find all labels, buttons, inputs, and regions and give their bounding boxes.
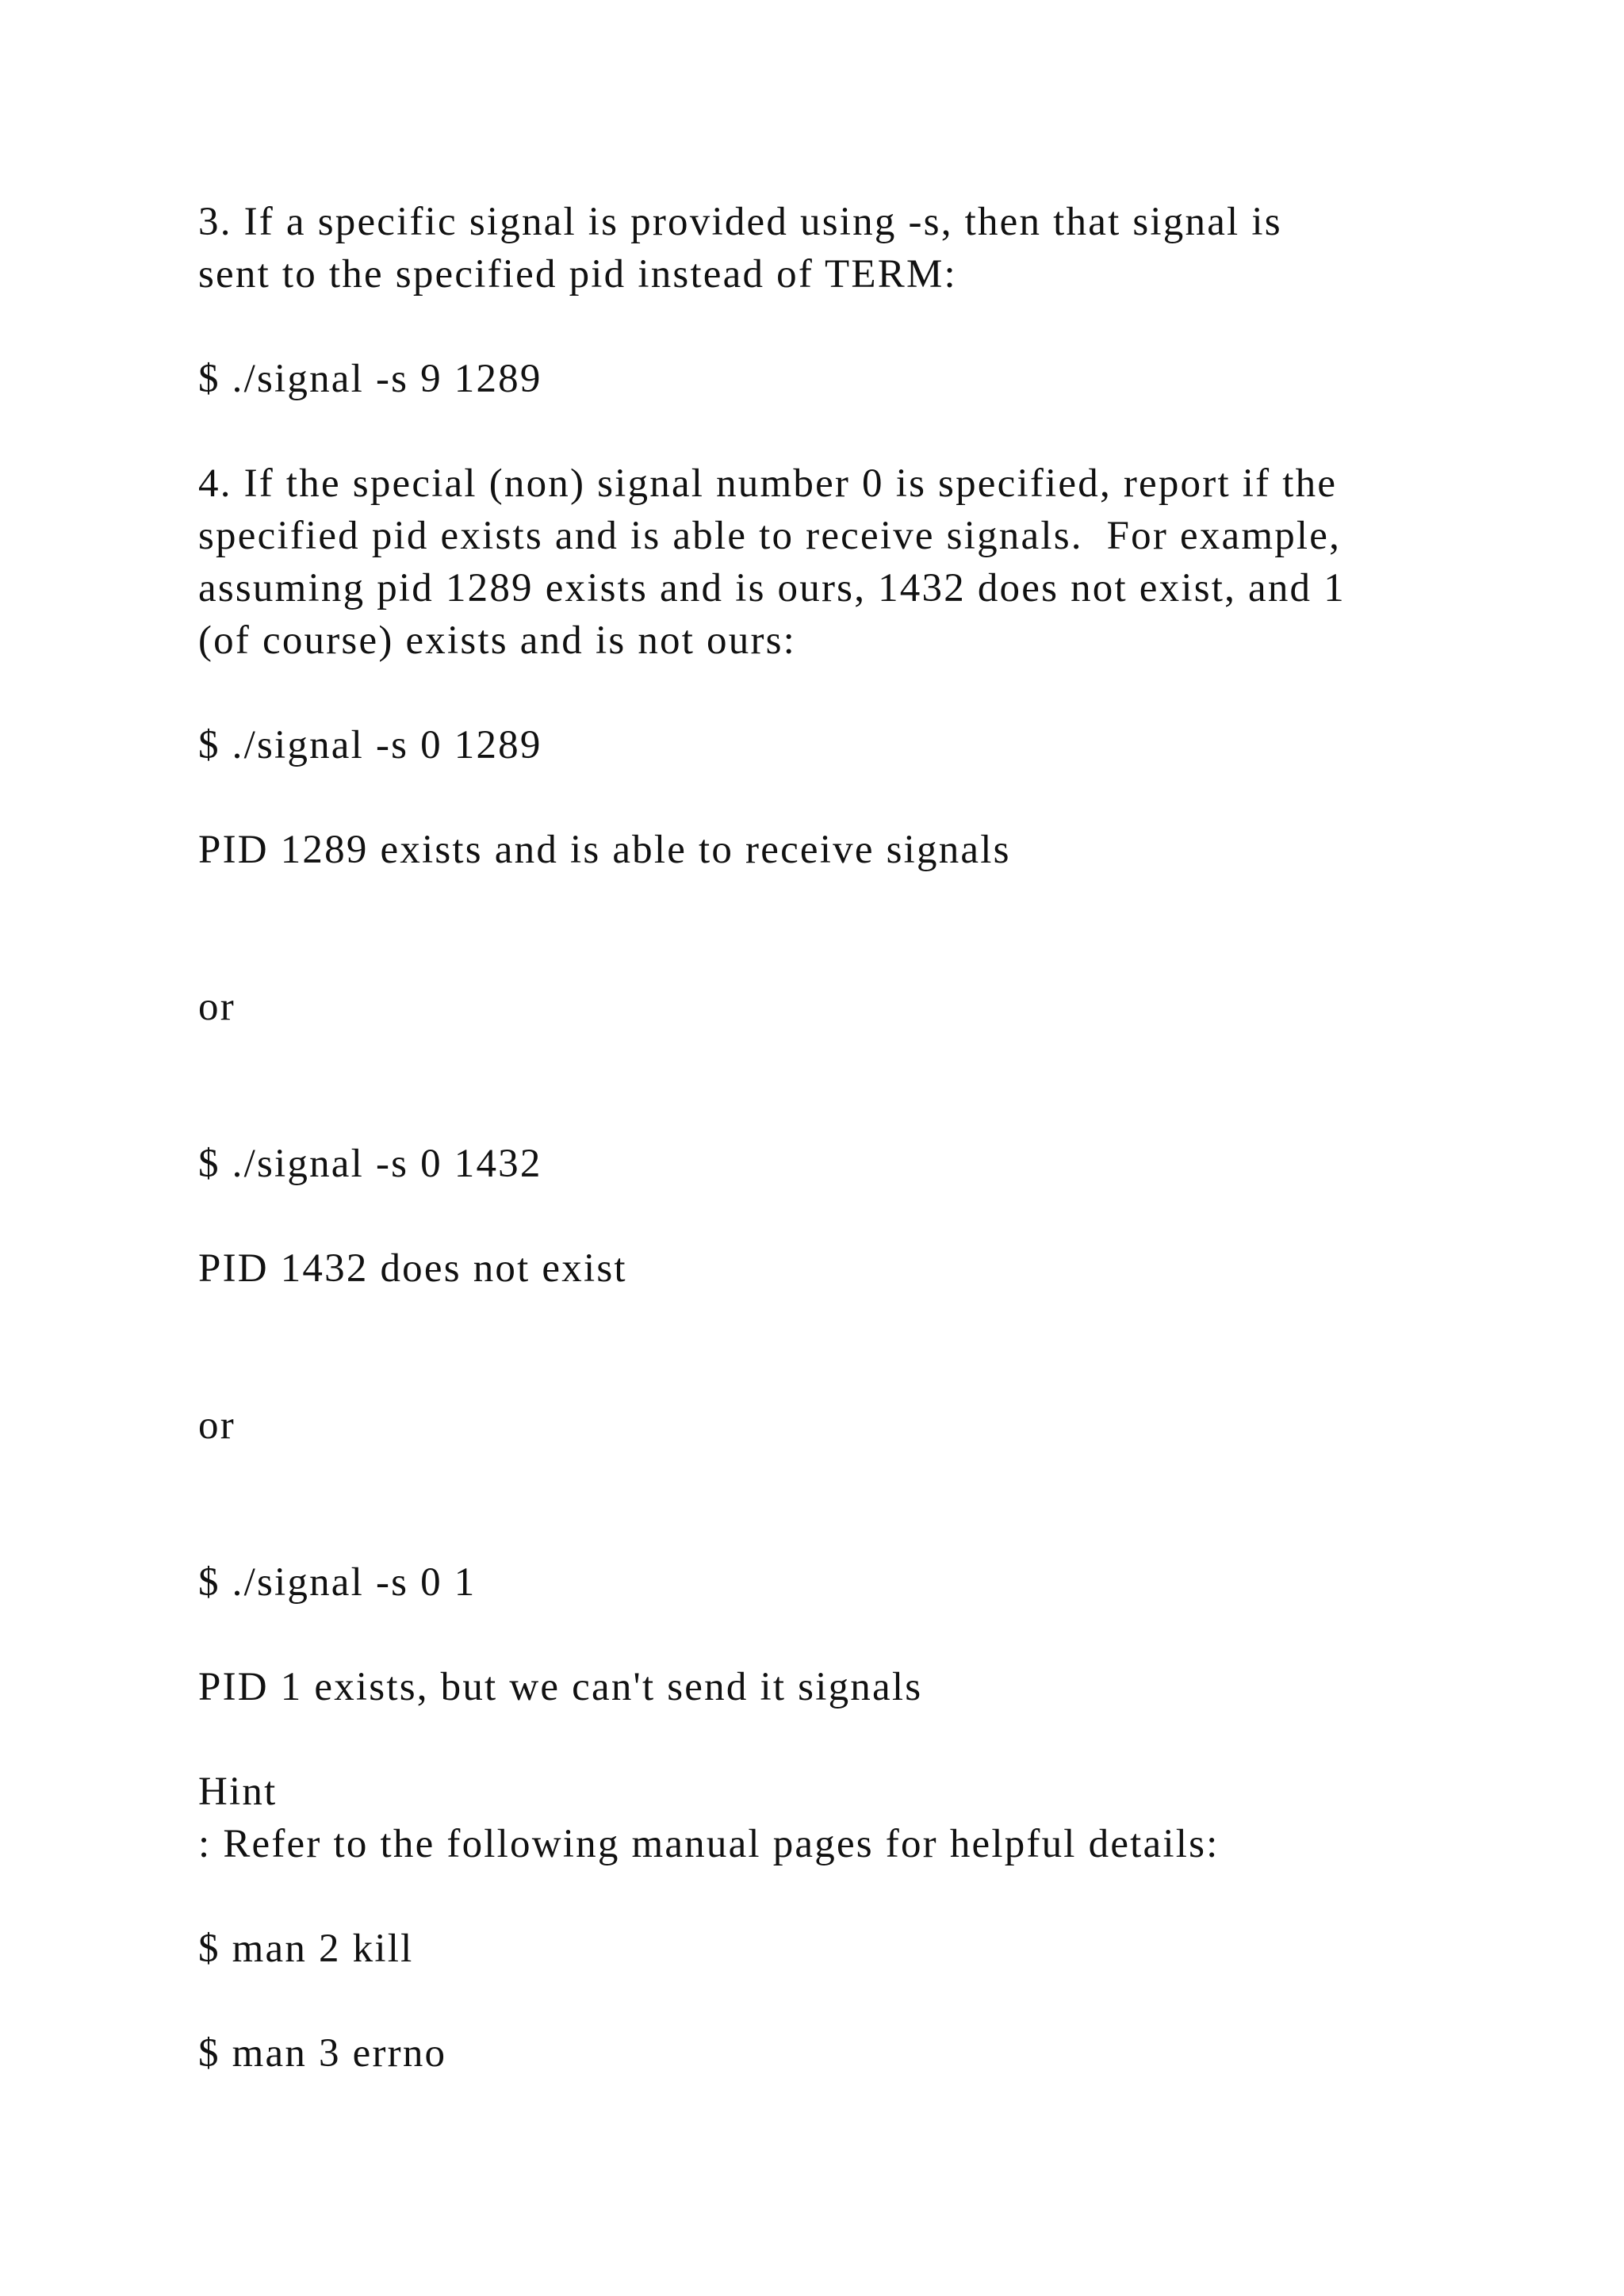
hint-label: Hint — [198, 1770, 278, 1814]
command-man-errno: $ man 3 errno — [198, 2031, 447, 2076]
item-4-line-1: 4. If the special (non) signal number 0 is specified, report if the — [198, 461, 1338, 506]
command-signal-9: $ ./signal -s 9 1289 — [198, 357, 542, 401]
output-pid-1289: PID 1289 exists and is able to receive signals — [198, 828, 1011, 872]
output-pid-1: PID 1 exists, but we can't send it signals — [198, 1665, 923, 1709]
item-4-line-4: (of course) exists and is not ours: — [198, 618, 797, 663]
item-4-line-2: specified pid exists and is able to receive signals. For example, — [198, 514, 1342, 558]
separator-or-2: or — [198, 1403, 236, 1448]
command-man-kill: $ man 2 kill — [198, 1927, 414, 1971]
item-3-line-2: sent to the specified pid instead of TERM: — [198, 252, 957, 297]
command-pid-1432: $ ./signal -s 0 1432 — [198, 1142, 542, 1186]
command-pid-1: $ ./signal -s 0 1 — [198, 1560, 477, 1605]
separator-or-1: or — [198, 985, 236, 1029]
item-4-line-3: assuming pid 1289 exists and is ours, 1432 does not exist, and 1 — [198, 566, 1346, 610]
item-3-line-1: 3. If a specific signal is provided using -s, then that signal is — [198, 200, 1282, 244]
output-pid-1432: PID 1432 does not exist — [198, 1246, 627, 1291]
hint-text: : Refer to the following manual pages for helpful details: — [198, 1822, 1220, 1866]
command-pid-1289: $ ./signal -s 0 1289 — [198, 723, 542, 767]
